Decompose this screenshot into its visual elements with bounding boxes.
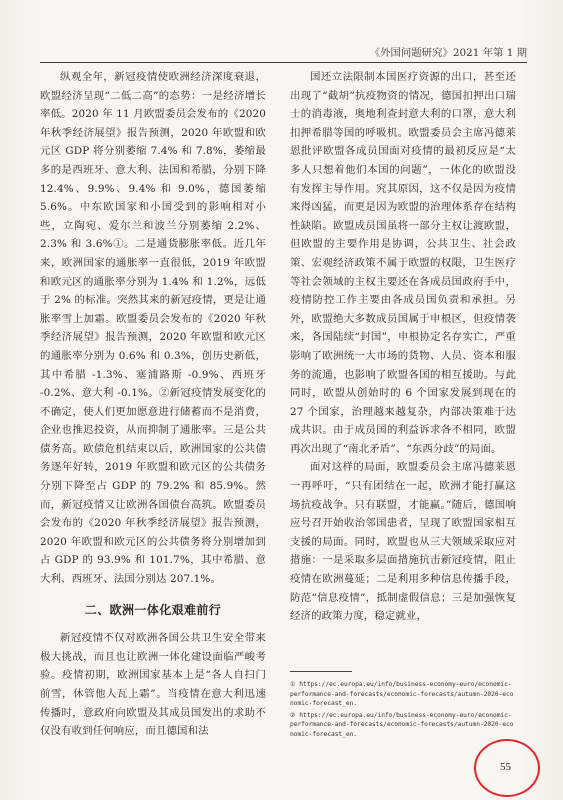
footnote-1: ① https://ec.europa.eu/info/business-economy-euro/economic-performance-and-forecasts/economic-forecasts/autumn-2020-economic-forecast_en. <box>290 681 514 708</box>
paragraph-economy: 纵观全年，新冠疫情使欧洲经济深度衰退，欧盟经济呈现“二低二高”的态势：一是经济增长率低。2020 年 11 月欧盟委员会发布的《2020年秋季经济展望》报告预测，2020 年欧盟和欧元区 GDP 将分别萎缩 7.4% 和 7.8%，萎缩最多的是西班牙、意大利、法国和希腊，分别下降 12.4%、9.9%、9.4% 和 9.0%，德国萎缩 5.6%。中东欧国家和小国受到的影响相对小些，立陶宛、爱尔兰和波兰分别萎缩 2.2%、2.3% 和 3.6%①。二是通货膨胀率低。近几年来，欧洲国家的通胀率一直很低，2019 年欧盟和欧元区的通胀率分别为 1.4% 和 1.2%，远低于 2% 的标准。突然其来的新冠疫情，更是让通胀率雪上加霜。欧盟委员会发布的《2020 年秋季经济展望》报告预测，2020 年欧盟和欧元区的通胀率分别为 0.6% 和 0.3%，创历史新低，其中希腊 -1.3%、塞浦路斯 -0.9%、西班牙 -0.2%、意大利 -0.1%。②新冠疫情发展变化的不确定，使人们更加愿意进行储蓄而不是消费，企业也推迟投资，从而抑制了通胀率。三是公共债务高。欧债危机结束以后，欧洲国家的公共债务逐年好转，2019 年欧盟和欧元区的公共债务分别下降至占 GDP 的 79.2% 和 85.9%。然而，新冠疫情又让欧洲各国债台高筑。欧盟委员会发布的《2020 年秋季经济展望》报告预测，2020 年欧盟和欧元区的公共债务将分别增加到占 GDP 的 93.9% 和 101.7%，其中希腊、意大利、西班牙、法国分别达 207.1%。 <box>40 71 266 586</box>
page-number-circle-annotation <box>474 739 540 797</box>
footnote-2: ② https://ec.europa.eu/info/business-economy-euro/economic-performance-and-forecasts/economic-forecasts/autumn-2020-economic-forecast_en. <box>290 711 514 738</box>
left-column <box>40 68 266 738</box>
paragraph-integration: 新冠疫情不仅对欧洲各国公共卫生安全带来极大挑战，而且也让欧洲一体化建设面临严峻考验。疫情初期，欧洲国家基本上是“各人自扫门前雪，休管他人瓦上霜”。当疫情在意大利迅速传播时，意政府向欧盟及其成员国发出的求助不仅没有收到任何响应，而且德国和法 <box>40 632 266 738</box>
footnote-rule <box>290 671 352 672</box>
running-header: 《外国问题研究》2021 年第 1 期 <box>369 47 527 59</box>
paragraph-eu-response: 国还立法限制本国医疗资源的出口，甚至还出现了“截胡”抗疫物资的情况，德国扣押出口瑞士的消毒液，奥地利查封意大利的口罩，意大利扣押希腊等国的呼吸机。欧盟委员会主席冯德莱恩批评欧盟各成员国面对疫情的最初反应是“太多人只想着他们本国的问题”，一体化的欧盟没有发挥主导作用。究其原因，这不仅是因为疫情来得凶猛，而更是因为欧盟的治理体系存在结构性缺陷。欧盟成员国虽将一部分主权让渡欧盟，但欧盟的主要作用是协调，公共卫生、社会政策、宏观经济政策不属于欧盟的权限，卫生医疗等社会领域的主权主要还在各成员国政府手中，疫情防控工作主要由各成员国负责和承担。另外，欧盟绝大多数成员国属于申根区，但疫情袭来，各国陆续“封国”，申根协定名存实亡，严重影响了欧洲统一大市场的货物、人员、资本和服务的流通，也影响了欧盟各国的相互援助。与此同时，欧盟从创始时的 6 个国家发展到现在的 27 个国家，治理越来越复杂，内部决策难于达成共识。由于成员国的利益诉求各不相同，欧盟再次出现了“南北矛盾”、“东西分歧”的局面。 <box>290 71 516 455</box>
section-title: 二、欧洲一体化艰难前行 <box>84 602 222 617</box>
right-column <box>290 68 516 668</box>
page-number: 55 <box>500 761 511 773</box>
header-rule <box>40 62 527 63</box>
footnotes <box>290 680 515 742</box>
paragraph-solidarity: 面对这样的局面，欧盟委员会主席冯德莱恩一再呼吁，“只有团结在一起，欧洲才能打赢这场抗疫战争。只有联盟，才能赢。”随后，德国响应号召开始收治邻国患者，呈现了欧盟国家相互支援的局面。同时，欧盟也从三大领域采取应对措施：一是采取多层面措施抗击新冠疫情，阻止疫情在欧洲蔓延；二是利用多种信息传播手段，防范“信息疫情”，抵制虚假信息；三是加强恢复经济的政策力度，稳定就业， <box>290 461 516 623</box>
